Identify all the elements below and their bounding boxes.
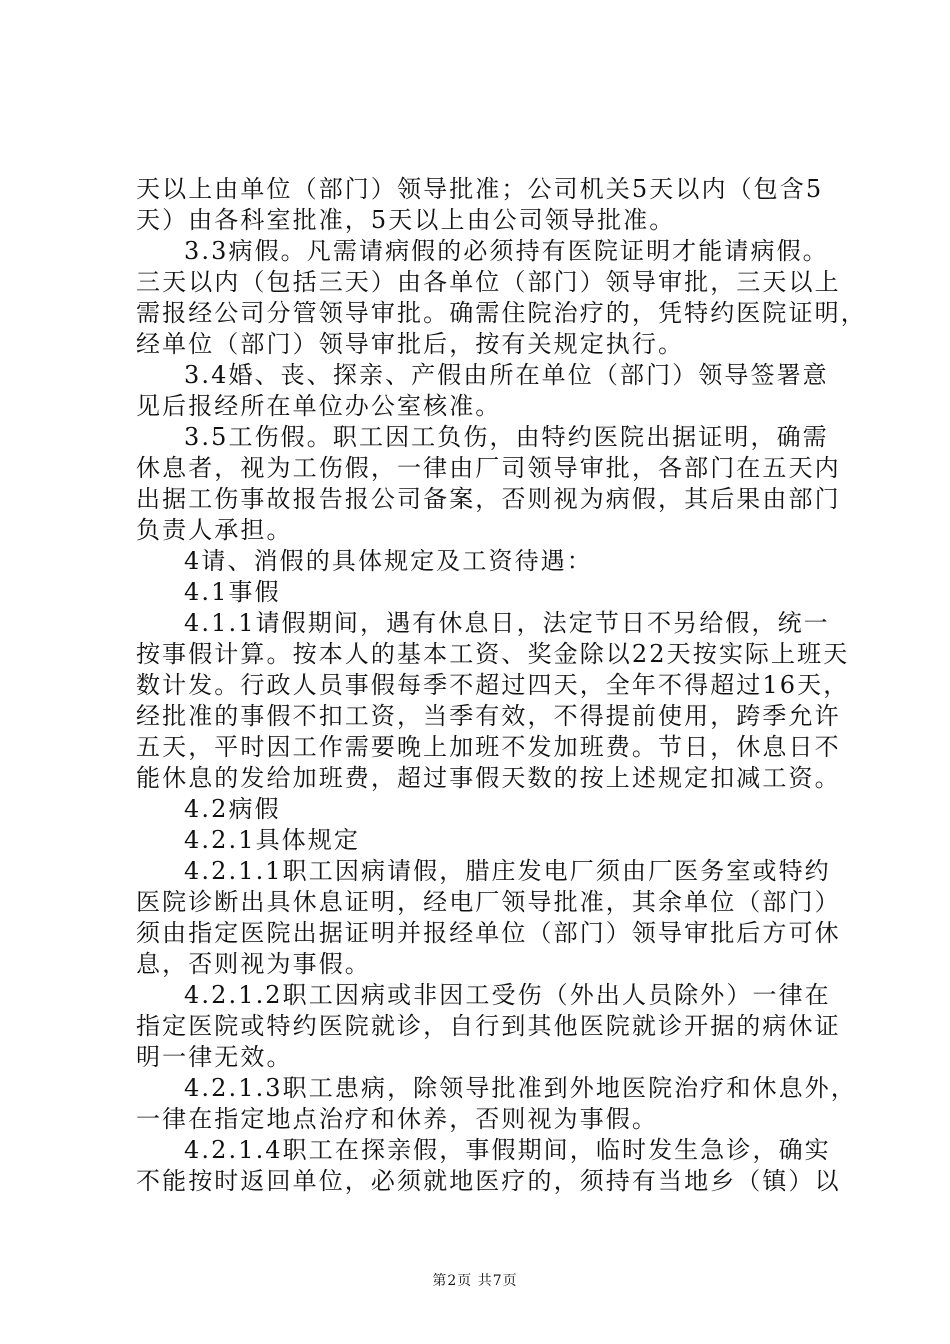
text-line: 能休息的发给加班费，超过事假天数的按上述规定扣减工资。	[136, 764, 841, 792]
text-line: 天）由各科室批准，5天以上由公司领导批准。	[136, 206, 676, 234]
text-line: 3.3病假。凡需请病假的必须持有医院证明才能请病假。	[184, 237, 829, 265]
page-footer	[0, 1270, 950, 1290]
text-line: 一律在指定地点治疗和休养，否则视为事假。	[136, 1105, 658, 1133]
text-line: 4.2.1.1职工因病请假，腊庄发电厂须由厂医务室或特约	[184, 857, 831, 885]
text-line: 数计发。行政人员事假每季不超过四天，全年不得超过16天，	[136, 671, 850, 699]
text-line: 天以上由单位（部门）领导批准；公司机关5天以内（包含5	[136, 175, 824, 203]
text-line: 经批准的事假不扣工资，当季有效，不得提前使用，跨季允许	[136, 702, 841, 730]
document-body	[136, 174, 867, 1197]
text-line: 经单位（部门）领导审批后，按有关规定执行。	[136, 330, 685, 358]
text-line: 负责人承担。	[136, 516, 293, 544]
text-line: 4请、消假的具体规定及工资待遇：	[184, 547, 593, 575]
text-line: 不能按时返回单位，必须就地医疗的，须持有当地乡（镇）以	[136, 1167, 841, 1195]
text-line: 明一律无效。	[136, 1043, 293, 1071]
text-line: 需报经公司分管领导审批。确需住院治疗的，凭特约医院证明，	[136, 299, 867, 327]
text-line: 4.2.1具体规定	[184, 826, 360, 854]
text-line: 按事假计算。按本人的基本工资、奖金除以22天按实际上班天	[136, 640, 850, 668]
page-number-label: 第2页 共7页	[432, 1273, 518, 1289]
text-line: 出据工伤事故报告报公司备案，否则视为病假，其后果由部门	[136, 485, 841, 513]
text-line: 3.4婚、丧、探亲、产假由所在单位（部门）领导签署意	[184, 361, 829, 389]
text-line: 4.2.1.3职工患病，除领导批准到外地医院治疗和休息外，	[184, 1074, 857, 1102]
text-line: 三天以内（包括三天）由各单位（部门）领导审批，三天以上	[136, 268, 841, 296]
text-line: 休息者，视为工伤假，一律由厂司领导审批，各部门在五天内	[136, 454, 841, 482]
text-line: 4.1事假	[184, 578, 281, 606]
text-line: 须由指定医院出据证明并报经单位（部门）领导审批后方可休	[136, 919, 841, 947]
text-line: 4.1.1请假期间，遇有休息日，法定节日不另给假，统一	[184, 609, 830, 637]
text-line: 五天，平时因工作需要晚上加班不发加班费。节日，休息日不	[136, 733, 841, 761]
text-line: 指定医院或特约医院就诊，自行到其他医院就诊开据的病休证	[136, 1012, 841, 1040]
text-line: 息，否则视为事假。	[136, 950, 371, 978]
text-line: 医院诊断出具休息证明，经电厂领导批准，其余单位（部门）	[136, 888, 841, 916]
text-line: 4.2.1.2职工因病或非因工受伤（外出人员除外）一律在	[184, 981, 831, 1009]
text-line: 见后报经所在单位办公室核准。	[136, 392, 502, 420]
text-line: 4.2病假	[184, 795, 281, 823]
text-line: 4.2.1.4职工在探亲假，事假期间，临时发生急诊，确实	[184, 1136, 831, 1164]
text-line: 3.5工伤假。职工因工负伤，由特约医院出据证明，确需	[184, 423, 829, 451]
